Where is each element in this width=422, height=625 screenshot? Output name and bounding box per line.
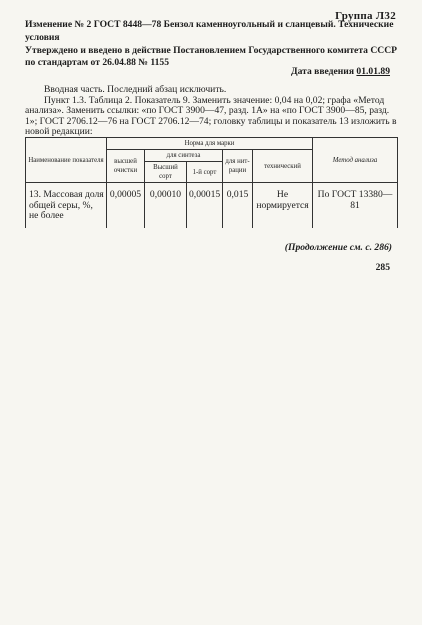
change-title: Изменение № 2 ГОСТ 8448—78 Бензол каменноугольный и сланцевый. Технические условия — [25, 19, 394, 43]
header-synthesis: для синтеза — [145, 150, 223, 162]
norms-table — [25, 137, 398, 228]
group-code: Группа Л32 — [335, 10, 396, 22]
header-synth-top-grade: Высший сорт — [145, 162, 187, 183]
row-technical: Не нормируется — [253, 183, 313, 228]
body-text — [25, 85, 397, 138]
table-row — [26, 183, 398, 228]
header-norm: Норма для марки — [107, 138, 313, 150]
header-name: Наименование показателя — [26, 138, 107, 183]
effective-date-label: Дата введения — [290, 66, 355, 77]
row-name: 13. Массовая доля общей серы, %, не более — [26, 183, 107, 228]
intro-paragraph: Вводная часть. Последний абзац исключить. — [44, 84, 227, 95]
page-number: 285 — [375, 262, 390, 273]
effective-date-value: 01.01.89 — [356, 66, 390, 77]
continuation-note: (Продолжение см. с. 286) — [284, 242, 392, 253]
header-technical: технический — [253, 150, 313, 183]
effective-date — [291, 66, 390, 77]
row-highest: 0,00005 — [107, 183, 145, 228]
row-nitration: 0,015 — [223, 183, 253, 228]
row-method: По ГОСТ 13380—81 — [313, 183, 398, 228]
approval-statement: Утверждено и введено в действие Постановлением Государственного комитета СССР по стандартам от 26.04.88 № 1155 — [25, 45, 397, 68]
header-synth-first-grade: 1-й сорт — [187, 162, 223, 183]
header-nitration: для нит-рации — [223, 150, 253, 183]
amendment-paragraph: Пункт 1.3. Таблица 2. Показатель 9. Заменить значение: 0,04 на 0,02; графа «Метод анализа». Заменить ссылки: «по ГОСТ 3900—47, разд. 1А» на «по ГОСТ 3900—85, разд. 1»; ГОСТ 2706.12—76 на ГОСТ 2706.12—74; головку таблицы и показатель 13 изложить в новой редакции: — [25, 94, 397, 138]
row-synth-first: 0,00015 — [187, 183, 223, 228]
header-highest-purity: высшей очистки — [107, 150, 145, 183]
header-method: Метод анализа — [313, 138, 398, 183]
row-synth-top: 0,00010 — [145, 183, 187, 228]
